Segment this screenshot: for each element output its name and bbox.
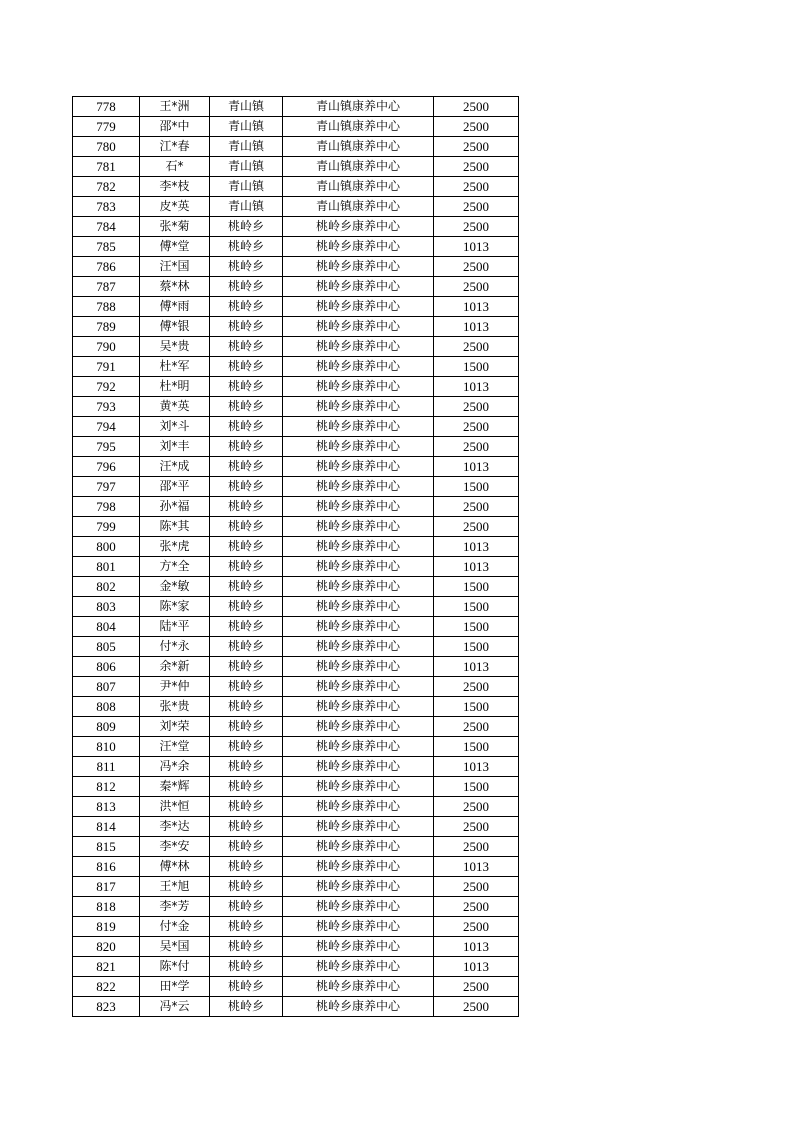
- care-center-cell: 桃岭乡康养中心: [283, 597, 434, 617]
- township-cell: 桃岭乡: [210, 537, 283, 557]
- table-row: [73, 397, 519, 417]
- table-row: [73, 837, 519, 857]
- amount-cell: 2500: [434, 97, 519, 117]
- amount-cell: 2500: [434, 817, 519, 837]
- table-row: [73, 417, 519, 437]
- table-row: [73, 577, 519, 597]
- row-number-cell: 794: [73, 417, 140, 437]
- care-center-cell: 青山镇康养中心: [283, 117, 434, 137]
- name-cell: 孙*福: [140, 497, 210, 517]
- care-center-cell: 青山镇康养中心: [283, 137, 434, 157]
- table-row: [73, 337, 519, 357]
- name-cell: 尹*仲: [140, 677, 210, 697]
- township-cell: 桃岭乡: [210, 497, 283, 517]
- name-cell: 蔡*林: [140, 277, 210, 297]
- care-center-cell: 桃岭乡康养中心: [283, 997, 434, 1017]
- name-cell: 冯*云: [140, 997, 210, 1017]
- row-number-cell: 787: [73, 277, 140, 297]
- table-row: [73, 637, 519, 657]
- table-row: [73, 437, 519, 457]
- table-row: [73, 877, 519, 897]
- table-row: [73, 357, 519, 377]
- name-cell: 傅*雨: [140, 297, 210, 317]
- care-center-cell: 青山镇康养中心: [283, 177, 434, 197]
- name-cell: 汪*成: [140, 457, 210, 477]
- care-center-cell: 桃岭乡康养中心: [283, 557, 434, 577]
- amount-cell: 2500: [434, 337, 519, 357]
- care-center-cell: 桃岭乡康养中心: [283, 657, 434, 677]
- amount-cell: 2500: [434, 977, 519, 997]
- name-cell: 邵*平: [140, 477, 210, 497]
- row-number-cell: 810: [73, 737, 140, 757]
- name-cell: 吴*国: [140, 937, 210, 957]
- amount-cell: 1500: [434, 777, 519, 797]
- township-cell: 桃岭乡: [210, 337, 283, 357]
- amount-cell: 1500: [434, 597, 519, 617]
- township-cell: 桃岭乡: [210, 857, 283, 877]
- table-row: [73, 697, 519, 717]
- township-cell: 桃岭乡: [210, 677, 283, 697]
- amount-cell: 2500: [434, 517, 519, 537]
- row-number-cell: 814: [73, 817, 140, 837]
- township-cell: 桃岭乡: [210, 417, 283, 437]
- township-cell: 桃岭乡: [210, 837, 283, 857]
- amount-cell: 2500: [434, 117, 519, 137]
- amount-cell: 1013: [434, 237, 519, 257]
- name-cell: 田*学: [140, 977, 210, 997]
- name-cell: 邵*中: [140, 117, 210, 137]
- amount-cell: 2500: [434, 277, 519, 297]
- care-center-cell: 桃岭乡康养中心: [283, 437, 434, 457]
- table-row: [73, 717, 519, 737]
- name-cell: 汪*国: [140, 257, 210, 277]
- amount-cell: 1013: [434, 297, 519, 317]
- care-center-cell: 桃岭乡康养中心: [283, 577, 434, 597]
- township-cell: 桃岭乡: [210, 917, 283, 937]
- row-number-cell: 793: [73, 397, 140, 417]
- care-center-cell: 桃岭乡康养中心: [283, 477, 434, 497]
- row-number-cell: 819: [73, 917, 140, 937]
- name-cell: 汪*堂: [140, 737, 210, 757]
- care-center-cell: 桃岭乡康养中心: [283, 537, 434, 557]
- table-row: [73, 457, 519, 477]
- township-cell: 桃岭乡: [210, 737, 283, 757]
- amount-cell: 2500: [434, 217, 519, 237]
- township-cell: 桃岭乡: [210, 397, 283, 417]
- care-center-cell: 桃岭乡康养中心: [283, 217, 434, 237]
- table-row: [73, 257, 519, 277]
- row-number-cell: 802: [73, 577, 140, 597]
- name-cell: 杜*军: [140, 357, 210, 377]
- care-center-cell: 桃岭乡康养中心: [283, 897, 434, 917]
- care-center-cell: 桃岭乡康养中心: [283, 377, 434, 397]
- row-number-cell: 809: [73, 717, 140, 737]
- amount-cell: 2500: [434, 197, 519, 217]
- amount-cell: 1013: [434, 657, 519, 677]
- table-row: [73, 777, 519, 797]
- row-number-cell: 804: [73, 617, 140, 637]
- township-cell: 桃岭乡: [210, 957, 283, 977]
- table-row: [73, 217, 519, 237]
- township-cell: 桃岭乡: [210, 217, 283, 237]
- amount-cell: 2500: [434, 877, 519, 897]
- amount-cell: 2500: [434, 257, 519, 277]
- row-number-cell: 797: [73, 477, 140, 497]
- row-number-cell: 786: [73, 257, 140, 277]
- township-cell: 桃岭乡: [210, 457, 283, 477]
- row-number-cell: 811: [73, 757, 140, 777]
- amount-cell: 1500: [434, 477, 519, 497]
- care-center-cell: 桃岭乡康养中心: [283, 777, 434, 797]
- amount-cell: 2500: [434, 917, 519, 937]
- amount-cell: 2500: [434, 437, 519, 457]
- table-row: [73, 997, 519, 1017]
- row-number-cell: 806: [73, 657, 140, 677]
- care-center-cell: 桃岭乡康养中心: [283, 497, 434, 517]
- care-center-cell: 青山镇康养中心: [283, 157, 434, 177]
- row-number-cell: 782: [73, 177, 140, 197]
- table-row: [73, 377, 519, 397]
- table-row: [73, 277, 519, 297]
- row-number-cell: 784: [73, 217, 140, 237]
- township-cell: 桃岭乡: [210, 657, 283, 677]
- row-number-cell: 799: [73, 517, 140, 537]
- amount-cell: 2500: [434, 717, 519, 737]
- amount-cell: 2500: [434, 417, 519, 437]
- table-row: [73, 617, 519, 637]
- row-number-cell: 785: [73, 237, 140, 257]
- table-row: [73, 817, 519, 837]
- township-cell: 青山镇: [210, 137, 283, 157]
- care-center-cell: 桃岭乡康养中心: [283, 237, 434, 257]
- name-cell: 傅*堂: [140, 237, 210, 257]
- table-row: [73, 317, 519, 337]
- row-number-cell: 800: [73, 537, 140, 557]
- row-number-cell: 803: [73, 597, 140, 617]
- township-cell: 桃岭乡: [210, 237, 283, 257]
- amount-cell: 2500: [434, 177, 519, 197]
- table-row: [73, 757, 519, 777]
- name-cell: 张*虎: [140, 537, 210, 557]
- care-center-cell: 桃岭乡康养中心: [283, 357, 434, 377]
- row-number-cell: 795: [73, 437, 140, 457]
- township-cell: 桃岭乡: [210, 977, 283, 997]
- amount-cell: 1013: [434, 557, 519, 577]
- table-row: [73, 917, 519, 937]
- name-cell: 陈*家: [140, 597, 210, 617]
- township-cell: 桃岭乡: [210, 257, 283, 277]
- care-center-cell: 桃岭乡康养中心: [283, 737, 434, 757]
- table-row: [73, 237, 519, 257]
- township-cell: 桃岭乡: [210, 757, 283, 777]
- name-cell: 黄*英: [140, 397, 210, 417]
- care-center-cell: 桃岭乡康养中心: [283, 257, 434, 277]
- care-center-cell: 桃岭乡康养中心: [283, 917, 434, 937]
- row-number-cell: 790: [73, 337, 140, 357]
- township-cell: 桃岭乡: [210, 637, 283, 657]
- row-number-cell: 815: [73, 837, 140, 857]
- township-cell: 桃岭乡: [210, 277, 283, 297]
- amount-cell: 1500: [434, 637, 519, 657]
- care-center-cell: 桃岭乡康养中心: [283, 297, 434, 317]
- township-cell: 桃岭乡: [210, 717, 283, 737]
- township-cell: 桃岭乡: [210, 997, 283, 1017]
- name-cell: 秦*辉: [140, 777, 210, 797]
- row-number-cell: 808: [73, 697, 140, 717]
- table-row: [73, 537, 519, 557]
- care-center-cell: 桃岭乡康养中心: [283, 817, 434, 837]
- care-center-cell: 桃岭乡康养中心: [283, 317, 434, 337]
- township-cell: 桃岭乡: [210, 797, 283, 817]
- row-number-cell: 821: [73, 957, 140, 977]
- township-cell: 桃岭乡: [210, 897, 283, 917]
- amount-cell: 1013: [434, 757, 519, 777]
- township-cell: 青山镇: [210, 157, 283, 177]
- care-center-cell: 桃岭乡康养中心: [283, 697, 434, 717]
- amount-cell: 1013: [434, 537, 519, 557]
- name-cell: 王*旭: [140, 877, 210, 897]
- name-cell: 张*贵: [140, 697, 210, 717]
- care-center-cell: 桃岭乡康养中心: [283, 837, 434, 857]
- care-center-cell: 桃岭乡康养中心: [283, 277, 434, 297]
- care-center-cell: 桃岭乡康养中心: [283, 517, 434, 537]
- row-number-cell: 805: [73, 637, 140, 657]
- amount-cell: 2500: [434, 797, 519, 817]
- care-center-cell: 桃岭乡康养中心: [283, 397, 434, 417]
- township-cell: 桃岭乡: [210, 377, 283, 397]
- township-cell: 桃岭乡: [210, 877, 283, 897]
- table-row: [73, 977, 519, 997]
- care-center-cell: 桃岭乡康养中心: [283, 637, 434, 657]
- township-cell: 桃岭乡: [210, 777, 283, 797]
- township-cell: 桃岭乡: [210, 297, 283, 317]
- township-cell: 桃岭乡: [210, 437, 283, 457]
- name-cell: 刘*斗: [140, 417, 210, 437]
- name-cell: 石*: [140, 157, 210, 177]
- amount-cell: 1013: [434, 377, 519, 397]
- township-cell: 桃岭乡: [210, 937, 283, 957]
- table-row: [73, 97, 519, 117]
- name-cell: 杜*明: [140, 377, 210, 397]
- table-row: [73, 117, 519, 137]
- name-cell: 余*新: [140, 657, 210, 677]
- row-number-cell: 807: [73, 677, 140, 697]
- row-number-cell: 818: [73, 897, 140, 917]
- amount-cell: 2500: [434, 677, 519, 697]
- row-number-cell: 778: [73, 97, 140, 117]
- amount-cell: 1500: [434, 357, 519, 377]
- township-cell: 桃岭乡: [210, 577, 283, 597]
- table-row: [73, 517, 519, 537]
- name-cell: 李*达: [140, 817, 210, 837]
- township-cell: 桃岭乡: [210, 557, 283, 577]
- table-row: [73, 657, 519, 677]
- amount-cell: 1013: [434, 857, 519, 877]
- table-row: [73, 177, 519, 197]
- row-number-cell: 792: [73, 377, 140, 397]
- amount-cell: 1500: [434, 617, 519, 637]
- row-number-cell: 789: [73, 317, 140, 337]
- name-cell: 付*金: [140, 917, 210, 937]
- table-row: [73, 597, 519, 617]
- name-cell: 陈*其: [140, 517, 210, 537]
- table-row: [73, 137, 519, 157]
- row-number-cell: 780: [73, 137, 140, 157]
- amount-cell: 2500: [434, 397, 519, 417]
- amount-cell: 2500: [434, 137, 519, 157]
- amount-cell: 1013: [434, 957, 519, 977]
- township-cell: 青山镇: [210, 97, 283, 117]
- name-cell: 陆*平: [140, 617, 210, 637]
- table-row: [73, 737, 519, 757]
- care-center-cell: 桃岭乡康养中心: [283, 937, 434, 957]
- township-cell: 桃岭乡: [210, 597, 283, 617]
- township-cell: 桃岭乡: [210, 817, 283, 837]
- township-cell: 青山镇: [210, 117, 283, 137]
- township-cell: 青山镇: [210, 197, 283, 217]
- amount-cell: 1500: [434, 577, 519, 597]
- row-number-cell: 791: [73, 357, 140, 377]
- row-number-cell: 816: [73, 857, 140, 877]
- table-row: [73, 497, 519, 517]
- row-number-cell: 823: [73, 997, 140, 1017]
- amount-cell: 1013: [434, 457, 519, 477]
- name-cell: 江*春: [140, 137, 210, 157]
- row-number-cell: 788: [73, 297, 140, 317]
- table-row: [73, 297, 519, 317]
- table-row: [73, 197, 519, 217]
- row-number-cell: 812: [73, 777, 140, 797]
- name-cell: 吴*贵: [140, 337, 210, 357]
- name-cell: 金*敏: [140, 577, 210, 597]
- amount-cell: 1013: [434, 317, 519, 337]
- name-cell: 陈*付: [140, 957, 210, 977]
- name-cell: 傅*林: [140, 857, 210, 877]
- name-cell: 李*芳: [140, 897, 210, 917]
- table-row: [73, 897, 519, 917]
- township-cell: 桃岭乡: [210, 317, 283, 337]
- name-cell: 李*安: [140, 837, 210, 857]
- township-cell: 桃岭乡: [210, 477, 283, 497]
- amount-cell: 2500: [434, 897, 519, 917]
- care-center-cell: 桃岭乡康养中心: [283, 797, 434, 817]
- amount-cell: 1500: [434, 737, 519, 757]
- name-cell: 傅*银: [140, 317, 210, 337]
- name-cell: 洪*恒: [140, 797, 210, 817]
- township-cell: 桃岭乡: [210, 517, 283, 537]
- care-center-cell: 桃岭乡康养中心: [283, 757, 434, 777]
- row-number-cell: 822: [73, 977, 140, 997]
- table-row: [73, 557, 519, 577]
- table-row: [73, 937, 519, 957]
- care-center-cell: 桃岭乡康养中心: [283, 337, 434, 357]
- name-cell: 冯*余: [140, 757, 210, 777]
- amount-cell: 2500: [434, 497, 519, 517]
- row-number-cell: 817: [73, 877, 140, 897]
- care-center-cell: 青山镇康养中心: [283, 197, 434, 217]
- name-cell: 皮*英: [140, 197, 210, 217]
- table-row: [73, 797, 519, 817]
- amount-cell: 1500: [434, 697, 519, 717]
- amount-cell: 2500: [434, 997, 519, 1017]
- row-number-cell: 820: [73, 937, 140, 957]
- row-number-cell: 798: [73, 497, 140, 517]
- care-center-cell: 桃岭乡康养中心: [283, 957, 434, 977]
- care-center-cell: 桃岭乡康养中心: [283, 677, 434, 697]
- care-center-cell: 桃岭乡康养中心: [283, 977, 434, 997]
- care-center-cell: 桃岭乡康养中心: [283, 457, 434, 477]
- row-number-cell: 783: [73, 197, 140, 217]
- care-center-cell: 桃岭乡康养中心: [283, 617, 434, 637]
- table-row: [73, 857, 519, 877]
- amount-cell: 2500: [434, 157, 519, 177]
- name-cell: 王*洲: [140, 97, 210, 117]
- name-cell: 刘*丰: [140, 437, 210, 457]
- row-number-cell: 796: [73, 457, 140, 477]
- row-number-cell: 813: [73, 797, 140, 817]
- table-row: [73, 157, 519, 177]
- row-number-cell: 779: [73, 117, 140, 137]
- township-cell: 桃岭乡: [210, 617, 283, 637]
- table-row: [73, 957, 519, 977]
- name-cell: 张*菊: [140, 217, 210, 237]
- township-cell: 桃岭乡: [210, 697, 283, 717]
- name-cell: 付*永: [140, 637, 210, 657]
- care-center-cell: 桃岭乡康养中心: [283, 877, 434, 897]
- care-center-cell: 桃岭乡康养中心: [283, 417, 434, 437]
- care-center-cell: 青山镇康养中心: [283, 97, 434, 117]
- amount-cell: 1013: [434, 937, 519, 957]
- roster-table: [72, 96, 519, 1017]
- roster-body: [73, 97, 519, 1017]
- township-cell: 桃岭乡: [210, 357, 283, 377]
- table-row: [73, 677, 519, 697]
- row-number-cell: 781: [73, 157, 140, 177]
- name-cell: 方*全: [140, 557, 210, 577]
- township-cell: 青山镇: [210, 177, 283, 197]
- amount-cell: 2500: [434, 837, 519, 857]
- care-center-cell: 桃岭乡康养中心: [283, 857, 434, 877]
- name-cell: 刘*荣: [140, 717, 210, 737]
- row-number-cell: 801: [73, 557, 140, 577]
- care-center-cell: 桃岭乡康养中心: [283, 717, 434, 737]
- table-row: [73, 477, 519, 497]
- name-cell: 李*枝: [140, 177, 210, 197]
